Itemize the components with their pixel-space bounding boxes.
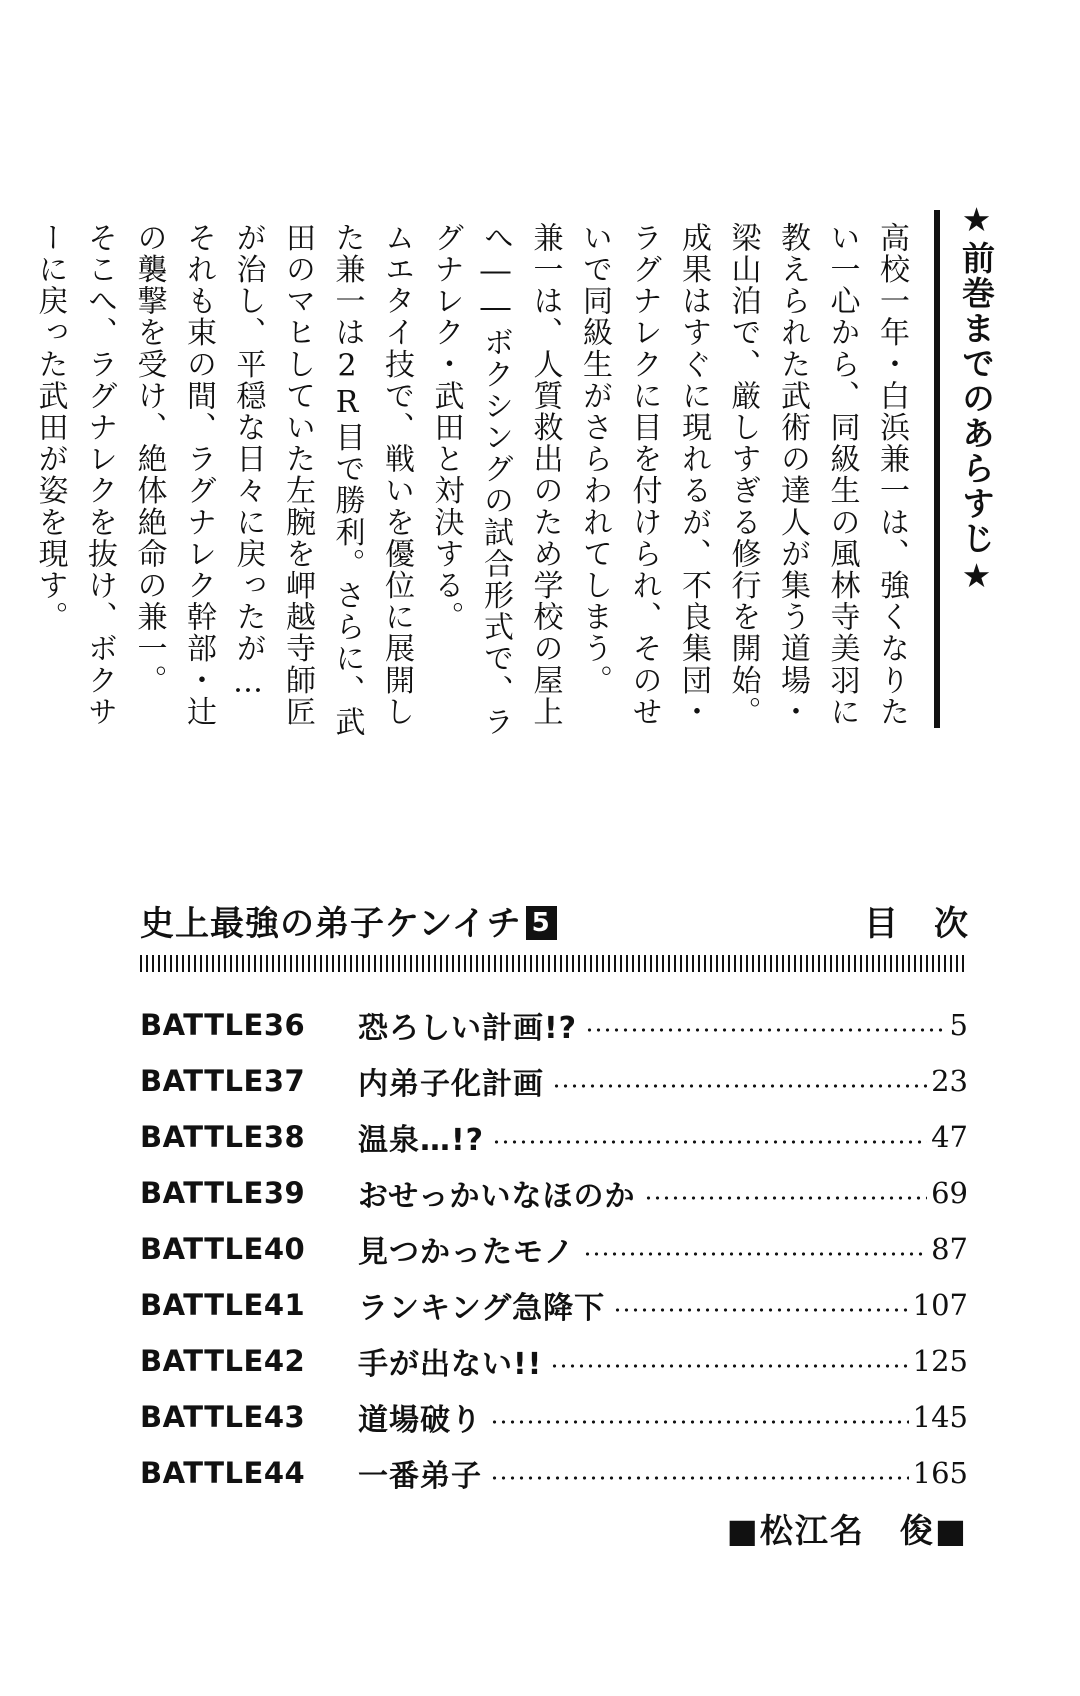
- chapter-number: BATTLE44: [140, 1456, 306, 1490]
- dot-leader: [585, 1028, 945, 1032]
- chapter-number: BATTLE40: [140, 1232, 306, 1266]
- dot-leader: [492, 1140, 927, 1144]
- chapter-title: 手が出ない!!: [358, 1347, 543, 1382]
- toc-header: [140, 900, 1004, 948]
- chapter-number: BATTLE37: [140, 1064, 306, 1098]
- dot-leader: [552, 1084, 927, 1088]
- toc-entry[interactable]: [140, 1445, 968, 1501]
- synopsis-divider: [934, 210, 940, 728]
- page-number: 47: [931, 1120, 968, 1154]
- page-number: 23: [931, 1064, 968, 1098]
- synopsis-paragraph: 兼一は、人質救出のため学校の屋上へ――ボクシングの試合形式で、ラグナレク・武田と対決する。: [428, 222, 563, 738]
- page-number: 5: [949, 1008, 968, 1042]
- toc-entry[interactable]: [140, 1277, 968, 1333]
- chapter-title: 道場破り: [358, 1403, 482, 1438]
- page-number: 165: [912, 1456, 968, 1490]
- dot-leader: [550, 1364, 908, 1368]
- dot-leader: [613, 1308, 909, 1312]
- synopsis-paragraph: そこへ、ラグナレクを抜け、ボクサーに戻った武田が姿を現す。: [32, 222, 117, 728]
- page-number: 125: [912, 1344, 968, 1378]
- chapter-title: 一番弟子: [358, 1459, 482, 1494]
- chapter-title: 恐ろしい計画!?: [358, 1011, 578, 1046]
- toc-label: 目次: [864, 904, 1004, 944]
- chapter-title: 内弟子化計画: [358, 1067, 544, 1102]
- toc-entry[interactable]: [140, 997, 968, 1053]
- chapter-number: BATTLE41: [140, 1288, 306, 1322]
- page-number: 87: [931, 1232, 968, 1266]
- dot-leader: [490, 1476, 909, 1480]
- synopsis-heading: ★前巻までのあらすじ★: [957, 200, 996, 597]
- toc-entry[interactable]: [140, 1053, 968, 1109]
- dot-leader: [490, 1420, 909, 1424]
- author-credit: ■松江名 俊■: [726, 1511, 968, 1550]
- toc-entry[interactable]: [140, 1109, 968, 1165]
- synopsis-section: [32, 200, 1000, 760]
- toc-entry[interactable]: [140, 1165, 968, 1221]
- chapter-number: BATTLE38: [140, 1120, 306, 1154]
- toc-entry[interactable]: [140, 1389, 968, 1445]
- chapter-number: BATTLE42: [140, 1344, 306, 1378]
- synopsis-paragraph: ムエタイ技で、戦いを優位に展開した兼一は2R目で勝利。さらに、武田のマヒしていた左腕を岬越寺師匠が治し、平穏な日々に戻ったが…: [230, 222, 414, 738]
- toc-divider: [140, 955, 968, 972]
- page-number: 69: [931, 1176, 968, 1210]
- synopsis-paragraph: 高校一年・白浜兼一は、強くなりたい一心から、同級生の風林寺美羽に教えられた武術の達人が集う道場・梁山泊で、厳しすぎる修行を開始。成果はすぐに現れるが、不良集団・ラグナレクに目を付けられ、そのせいで同級生がさらわれてしまう。: [577, 222, 909, 728]
- book-title-text: 史上最強の弟子ケンイチ: [140, 904, 522, 944]
- chapter-number: BATTLE43: [140, 1400, 306, 1434]
- toc-entry[interactable]: [140, 1333, 968, 1389]
- toc-list: [140, 997, 968, 1501]
- dot-leader: [583, 1252, 927, 1256]
- chapter-title: 温泉…!?: [358, 1123, 485, 1158]
- book-title: [140, 900, 557, 948]
- page-number: 145: [912, 1400, 968, 1434]
- volume-badge: 5: [526, 906, 557, 940]
- chapter-number: BATTLE36: [140, 1008, 306, 1042]
- chapter-title: 見つかったモノ: [358, 1235, 575, 1270]
- toc-entry[interactable]: [140, 1221, 968, 1277]
- page-number: 107: [912, 1288, 968, 1322]
- chapter-title: おせっかいなほのか: [358, 1179, 636, 1214]
- chapter-title: ランキング急降下: [358, 1291, 606, 1326]
- dot-leader: [644, 1196, 928, 1200]
- chapter-number: BATTLE39: [140, 1176, 306, 1210]
- synopsis-paragraph: それも束の間、ラグナレク幹部・辻の襲撃を受け、絶体絶命の兼一。: [131, 222, 216, 728]
- synopsis-body: [25, 222, 916, 742]
